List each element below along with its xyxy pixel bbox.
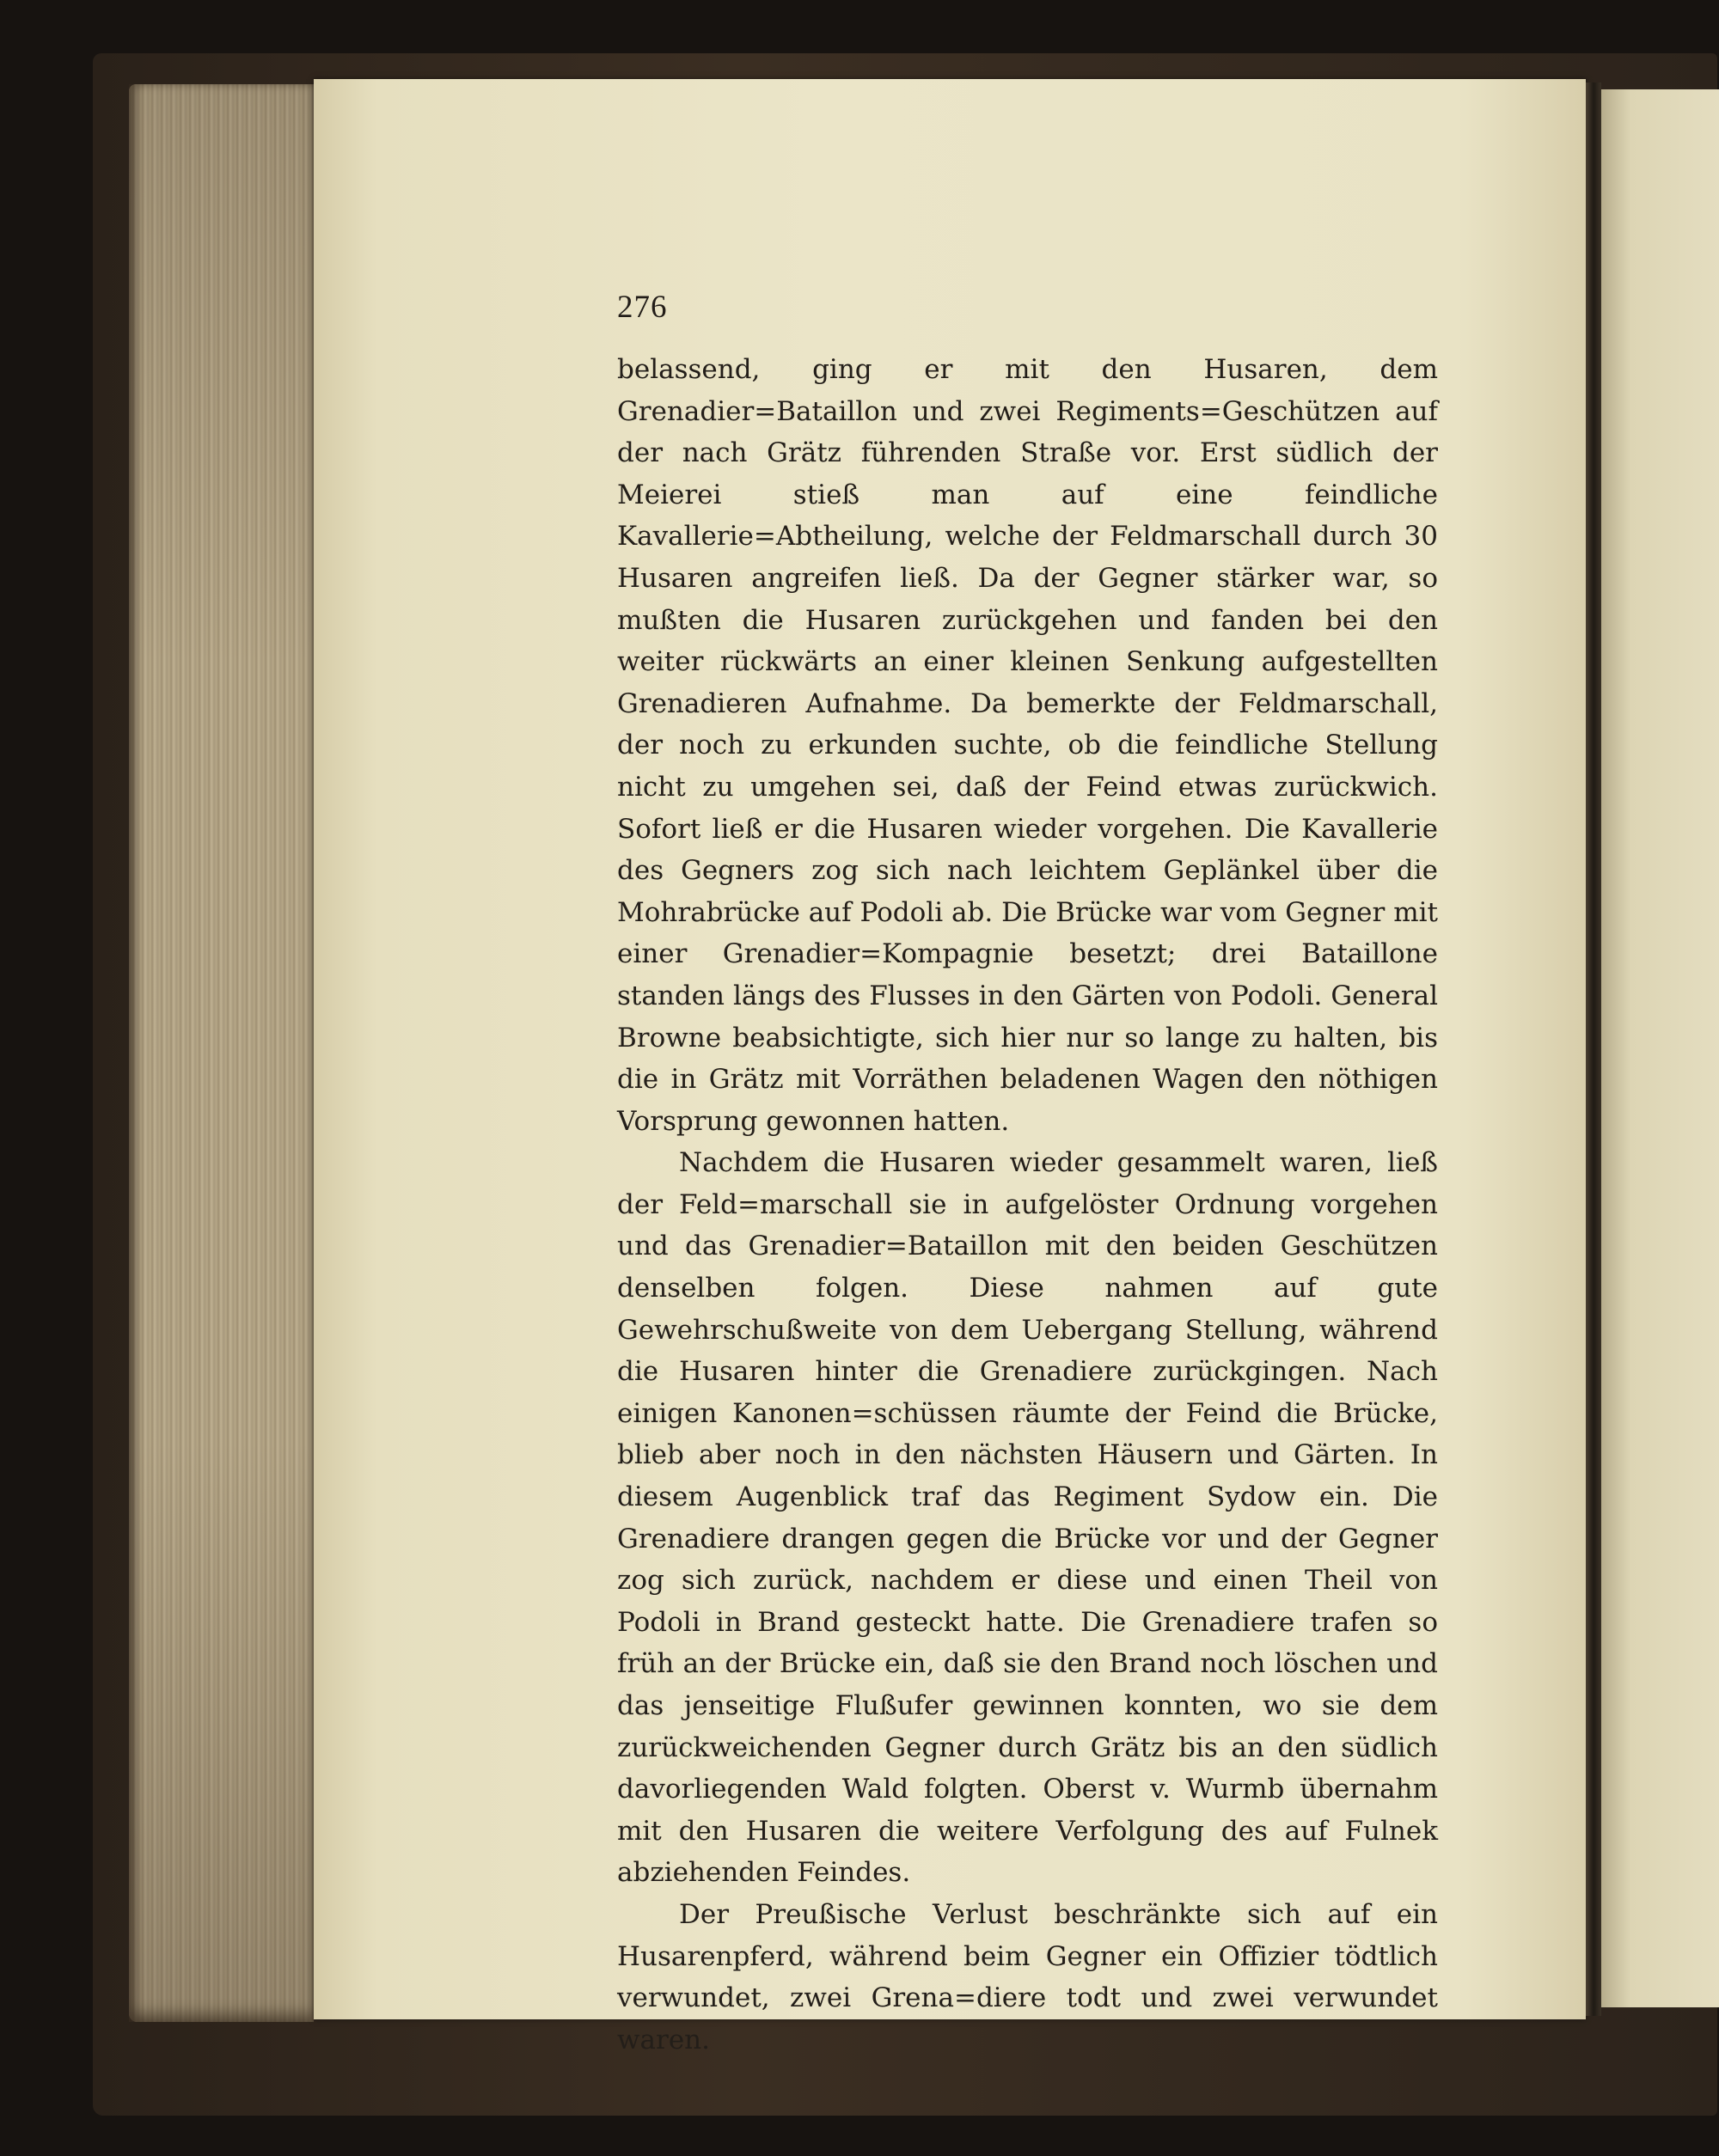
- book-gutter: [1586, 82, 1601, 2016]
- body-text: [617, 349, 1438, 2061]
- page-number: 276: [617, 290, 668, 325]
- facing-page-edge: [1601, 89, 1719, 2007]
- paragraph: Der Preußische Verlust beschränkte sich auf ein Husarenpferd, während beim Gegner ein Offizier tödtlich verwundet, zwei Grena=diere todt und zwei verwundet waren.: [617, 1898, 1438, 2055]
- page-edges: [129, 84, 314, 2022]
- paragraph: Nachdem die Husaren wieder gesammelt waren, ließ der Feld=marschall sie in aufgelöster Ordnung vorgehen und das Grenadier=Bataillon mit den beiden Geschützen denselben folgen. Diese nahmen auf gute Gewehrschußweite von dem Uebergang Stellung, während die Husaren hinter die Grenadiere zurückgingen. Nach einigen Kanonen=schüssen räumte der Feind die Brücke, blieb aber noch in den nächsten Häusern und Gärten. In diesem Augenblick traf das Regiment Sydow ein. Die Grenadiere drangen gegen die Brücke vor und der Gegner zog sich zurück, nachdem er diese und einen Theil von Podoli in Brand gesteckt hatte. Die Grenadiere trafen so früh an der Brücke ein, daß sie den Brand noch löschen und das jenseitige Flußufer gewinnen konnten, wo sie dem zurückweichenden Gegner durch Grätz bis an den südlich davorliegenden Wald folgten. Oberst v. Wurmb übernahm mit den Husaren die weitere Verfolgung des auf Fulnek abziehenden Feindes.: [617, 1147, 1438, 1889]
- paragraph: belassend, ging er mit den Husaren, dem Grenadier=Bataillon und zwei Regiments=Geschützen auf der nach Grätz führenden Straße vor. Erst südlich der Meierei stieß man auf eine feindliche Kavallerie=Abtheilung, welche der Feldmarschall durch 30 Husaren angreifen ließ. Da der Gegner stärker war, so mußten die Husaren zurückgehen und fanden bei den weiter rückwärts an einer kleinen Senkung aufgestellten Grenadieren Aufnahme. Da bemerkte der Feldmarschall, der noch zu erkunden suchte, ob die feindliche Stellung nicht zu umgehen sei, daß der Feind etwas zurückwich. Sofort ließ er die Husaren wieder vorgehen. Die Kavallerie des Gegners zog sich nach leichtem Geplänkel über die Mohrabrücke auf Podoli ab. Die Brücke war vom Gegner mit einer Grenadier=Kompagnie besetzt; drei Bataillone standen längs des Flusses in den Gärten von Podoli. General Browne beabsichtigte, sich hier nur so lange zu halten, bis die in Grätz mit Vorräthen beladenen Wagen den nöthigen Vorsprung gewonnen hatten.: [617, 354, 1438, 1137]
